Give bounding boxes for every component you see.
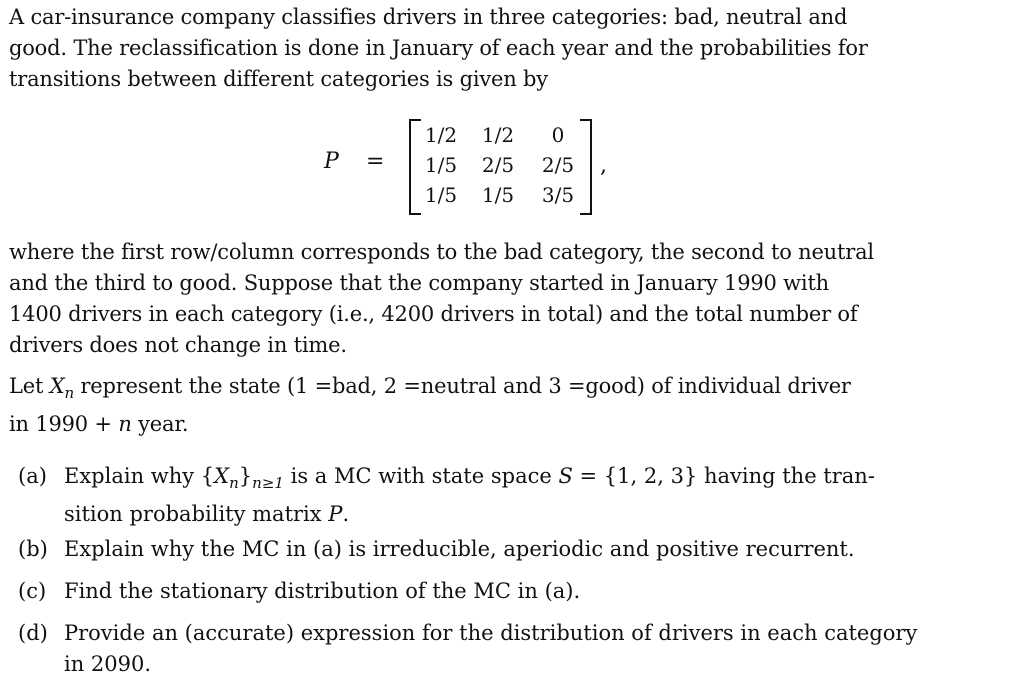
question-label: (d) [18, 621, 48, 645]
context-line-1: where the first row/column corresponds to the bad category, the second to neutral [9, 240, 874, 264]
question-label: (b) [18, 537, 48, 561]
question-a [18, 461, 923, 527]
intro-line-3: transitions between different categories is given by [9, 67, 548, 91]
definition-paragraph [9, 371, 921, 440]
question-b [18, 534, 923, 565]
question-label: (c) [18, 579, 47, 603]
matrix-cell: 1/2 [481, 123, 515, 147]
question-d-line-2: in 2090. [64, 652, 152, 676]
matrix-cell: 1/5 [424, 183, 458, 207]
matrix-cell: 3/5 [541, 183, 575, 207]
subscript-n: n [64, 384, 74, 403]
trailing-comma: , [600, 153, 607, 178]
context-line-2: and the third to good. Suppose that the company started in January 1990 with [9, 271, 830, 295]
variable-x: X [49, 374, 65, 398]
matrix-cell: 1/2 [424, 123, 458, 147]
matrix-cell: 0 [551, 123, 565, 147]
matrix-symbol: P [324, 149, 339, 174]
question-label: (a) [18, 464, 47, 488]
question-d-line-1: Provide an (accurate) expression for the distribution of drivers in each category [64, 621, 918, 645]
matrix-cell: 1/5 [424, 153, 458, 177]
context-paragraph [9, 237, 921, 361]
intro-paragraph [9, 2, 921, 95]
question-a-line-1: Explain why $\{X_n\}_{n\ge 1}$ is a MC with state space S = {1, 2, 3} having the tran- [64, 464, 875, 493]
definition-line-2: in 1990 + n year. [9, 412, 189, 437]
question-d [18, 618, 923, 680]
question-c-text: Find the stationary distribution of the MC in (a). [64, 579, 581, 603]
intro-line-1: A car-insurance company classifies drivers in three categories: bad, neutral and [9, 5, 848, 29]
question-b-text: Explain why the MC in (a) is irreducible, aperiodic and positive recurrent. [64, 537, 855, 561]
transition-matrix-equation [0, 117, 1024, 217]
context-line-4: drivers does not change in time. [9, 333, 347, 357]
intro-line-2: good. The reclassification is done in January of each year and the probabilities for [9, 36, 868, 60]
matrix-cell: 1/5 [481, 183, 515, 207]
context-line-3: 1400 drivers in each category (i.e., 4200 drivers in total) and the total number of [9, 302, 858, 326]
matrix-cell: 2/5 [481, 153, 515, 177]
question-a-line-2: sition probability matrix P. [64, 502, 350, 527]
definition-line-1: Let $X_n$ represent the state (1 =bad, 2 =neutral and 3 =good) of individual driver [9, 374, 851, 403]
matrix-cell: 2/5 [541, 153, 575, 177]
equals-sign: = [366, 149, 385, 174]
question-c [18, 576, 923, 607]
